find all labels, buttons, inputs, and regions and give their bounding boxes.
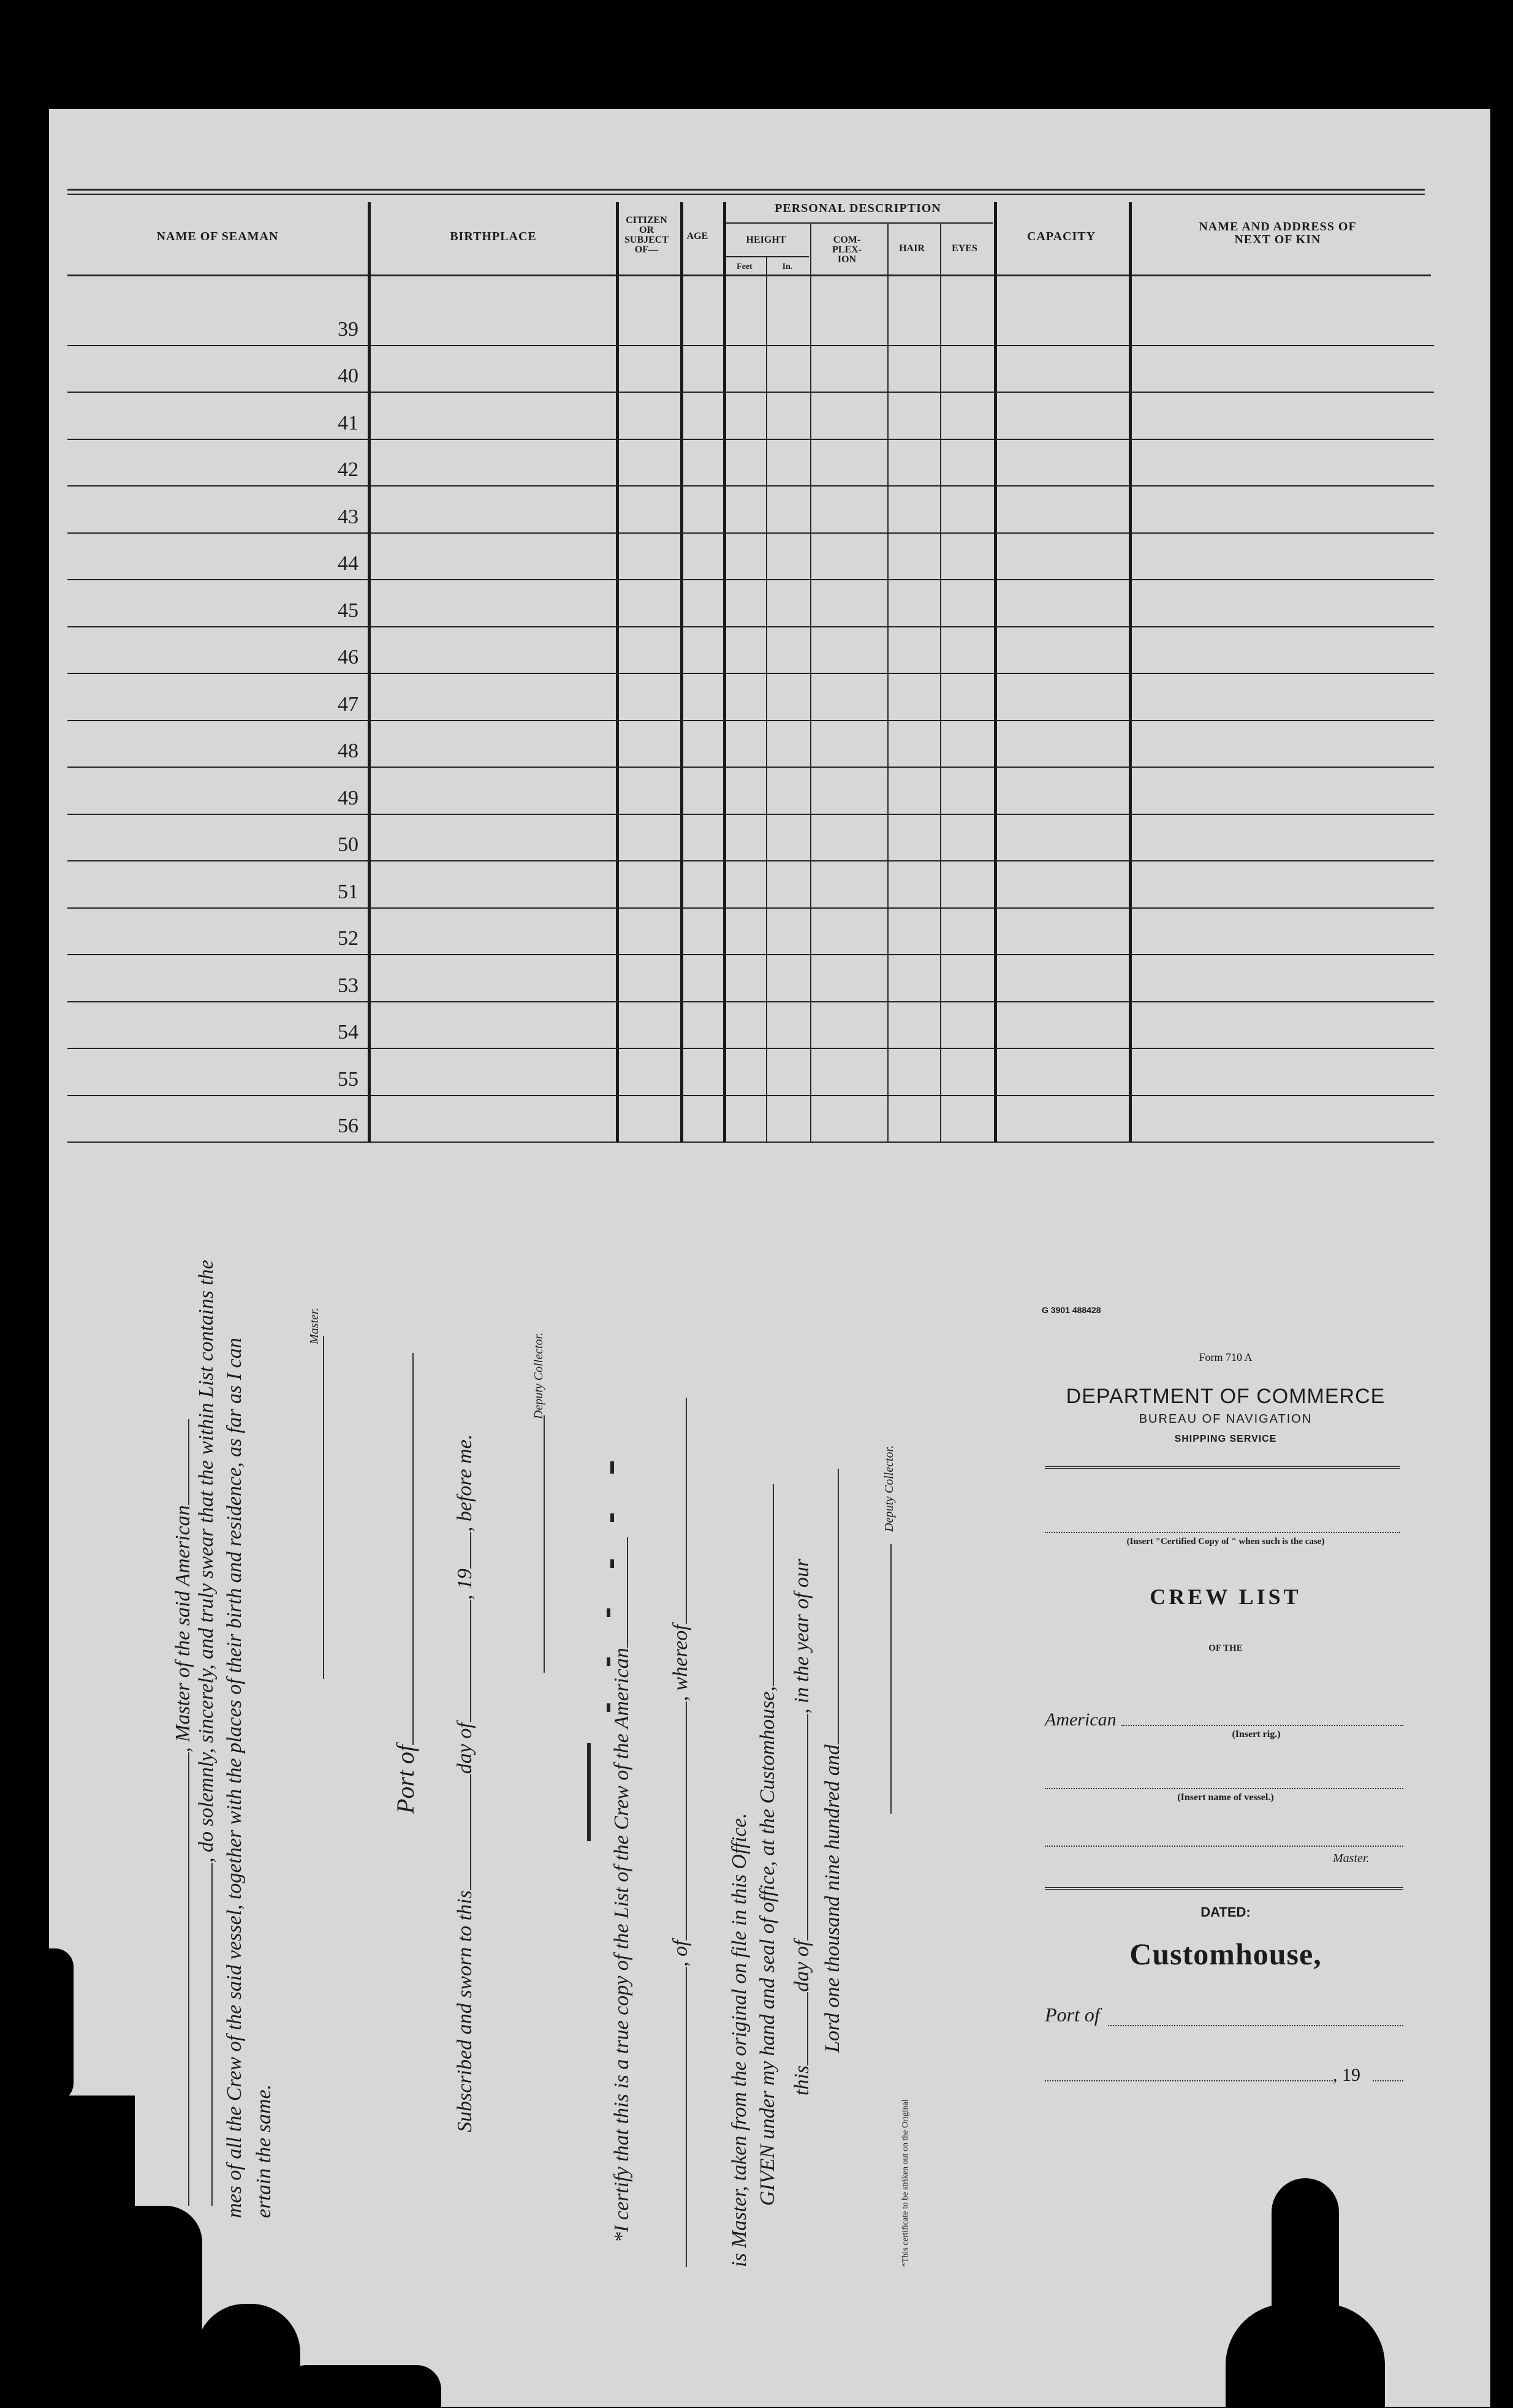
header-complexion: COM- PLEX- ION (832, 235, 862, 265)
dated-label: DATED: (1200, 1904, 1251, 1920)
row-number: 52 (338, 927, 358, 950)
table-row (67, 1095, 1434, 1096)
cover-port-of: Port of (1045, 2004, 1100, 2026)
of-the-label: OF THE (1208, 1643, 1243, 1653)
row-number: 45 (338, 599, 358, 622)
year-line (1373, 2080, 1403, 2081)
tick-mark (607, 1657, 610, 1666)
header-citizen: CITIZEN OR SUBJECT OF— (624, 215, 669, 255)
header-capacity: CAPACITY (1026, 230, 1096, 243)
table-row (67, 1001, 1434, 1002)
row-number: 55 (338, 1067, 358, 1091)
oath-line-3: mes of all the Crew of the said vessel, together with the places of their birth and residence, as far as I can (223, 1338, 246, 2218)
table-row (67, 345, 1434, 346)
table-row (67, 1048, 1434, 1049)
row-number: 48 (338, 740, 358, 762)
table-row (67, 626, 1434, 627)
vessel-line (1045, 1788, 1403, 1789)
oath-port-of: Port of (391, 1353, 420, 1814)
row-number: 50 (338, 833, 358, 856)
row-number: 54 (338, 1021, 358, 1043)
torn-edge (49, 2096, 135, 2408)
oath-line-1: , Master of the said American (172, 1419, 195, 2206)
certificate-lord: Lord one thousand nine hundred and (821, 1469, 844, 2053)
master-signature-line (306, 1336, 330, 1679)
certificate-line-3: GIVEN under my hand and seal of office, at the Customhouse, (756, 1484, 779, 2206)
header-birthplace: BIRTHPLACE (450, 230, 537, 243)
row-number: 51 (338, 880, 358, 903)
header-next-of-kin: NAME AND ADDRESS OF NEXT OF KIN (1199, 220, 1357, 246)
top-rule-thin (67, 194, 1425, 195)
print-code: G 3901 488428 (1042, 1305, 1101, 1315)
row-number: 40 (338, 365, 358, 387)
certificate-deputy-collector: Deputy Collector. (882, 1445, 896, 1532)
row-number: 53 (338, 974, 358, 997)
cover-rule-1 (1045, 1466, 1400, 1469)
header-bottom-rule (67, 274, 1431, 276)
table-row (67, 1142, 1434, 1143)
torn-edge (129, 2206, 202, 2408)
insert-vessel-note: (Insert name of vessel.) (1177, 1792, 1274, 1803)
row-number: 39 (338, 317, 358, 341)
tick-mark (610, 1461, 614, 1474)
table-row (67, 439, 1434, 440)
row-number: 43 (338, 505, 358, 528)
service-title: SHIPPING SERVICE (1174, 1434, 1277, 1444)
crew-list-title: CREW LIST (1150, 1585, 1302, 1609)
table-row (67, 814, 1434, 815)
certified-note: (Insert "Certified Copy of " when such is the case) (1126, 1537, 1325, 1547)
subcolumn-divider (940, 222, 941, 1142)
date-line (1045, 2080, 1333, 2081)
header-eyes: EYES (952, 243, 977, 254)
tick-mark (607, 1608, 610, 1617)
row-number: 44 (338, 552, 358, 575)
torn-edge (282, 2365, 441, 2408)
tick-mark (607, 1703, 610, 1712)
row-number: 47 (338, 692, 358, 716)
oath-line-2: , do solemnly, sincerely, and truly swear that the within List contains the (195, 1260, 218, 2206)
row-number: 41 (338, 411, 358, 434)
rig-line (1121, 1725, 1403, 1726)
table-row (67, 485, 1434, 487)
deputy-signature-line-2 (874, 1544, 897, 1814)
table-row (67, 673, 1434, 674)
certificate-line-2: is Master, taken from the original on file in this Office. (728, 1812, 751, 2267)
personal-description-rule (723, 222, 993, 224)
header-personal-description: PERSONAL DESCRIPTION (775, 202, 941, 215)
table-row (67, 720, 1434, 721)
oath-line-4: ertain the same. (252, 2084, 275, 2218)
row-number: 56 (338, 1115, 358, 1137)
certificate-of-whereof: , of, whereof (669, 1398, 692, 2267)
insert-rig-note: (Insert rig.) (1232, 1729, 1281, 1740)
header-feet: Feet (737, 262, 753, 271)
top-rule (67, 189, 1425, 191)
table-row (67, 907, 1434, 909)
deputy-signature-line-1 (527, 1415, 550, 1673)
tick-mark (610, 1513, 614, 1522)
row-number: 49 (338, 786, 358, 809)
department-title: DEPARTMENT OF COMMERCE (1066, 1385, 1386, 1408)
header-name-of-seaman: NAME OF SEAMAN (156, 230, 279, 243)
tick-mark (610, 1559, 614, 1568)
customhouse-title: Customhouse, (1129, 1937, 1322, 1971)
header-inches: In. (782, 262, 793, 271)
torn-edge (1226, 2304, 1385, 2408)
subcolumn-divider (887, 222, 889, 1142)
table-row (67, 860, 1434, 861)
header-hair: HAIR (899, 243, 925, 254)
certificate-footnote: *This certificate to be striken out on the Original (901, 2099, 910, 2267)
table-row (67, 579, 1434, 580)
tick-mark (587, 1743, 591, 1841)
cover-master-label: Master. (1333, 1852, 1370, 1865)
certificate-line-1: *I certify that this is a true copy of the List of the Crew of the American (610, 1537, 634, 2243)
row-number: 46 (338, 646, 358, 668)
row-number: 42 (338, 458, 358, 481)
torn-edge (49, 1948, 74, 2102)
certificate-this-day: thisday of, in the year of our (791, 1558, 813, 2096)
bureau-title: BUREAU OF NAVIGATION (1139, 1412, 1313, 1426)
table-row (67, 954, 1434, 955)
oath-deputy-collector: Deputy Collector. (532, 1332, 545, 1419)
subcolumn-divider (810, 222, 811, 1142)
form-number: Form 710 A (1199, 1351, 1253, 1363)
oath-master-label: Master. (308, 1308, 321, 1344)
american-label: American (1045, 1709, 1117, 1730)
oath-subscribed: Subscribed and sworn to thisday of, 19, before me. (453, 1434, 476, 2132)
table-row (67, 392, 1434, 393)
port-line (1108, 2025, 1403, 2026)
cover-rule-2 (1045, 1887, 1403, 1890)
header-age: AGE (686, 231, 708, 241)
certified-line (1045, 1532, 1400, 1533)
table-row (67, 532, 1434, 534)
master-line (1045, 1846, 1403, 1847)
subcolumn-divider (766, 257, 767, 1142)
header-height: HEIGHT (746, 235, 786, 245)
table-row (67, 767, 1434, 768)
cover-year: , 19 (1333, 2065, 1360, 2085)
